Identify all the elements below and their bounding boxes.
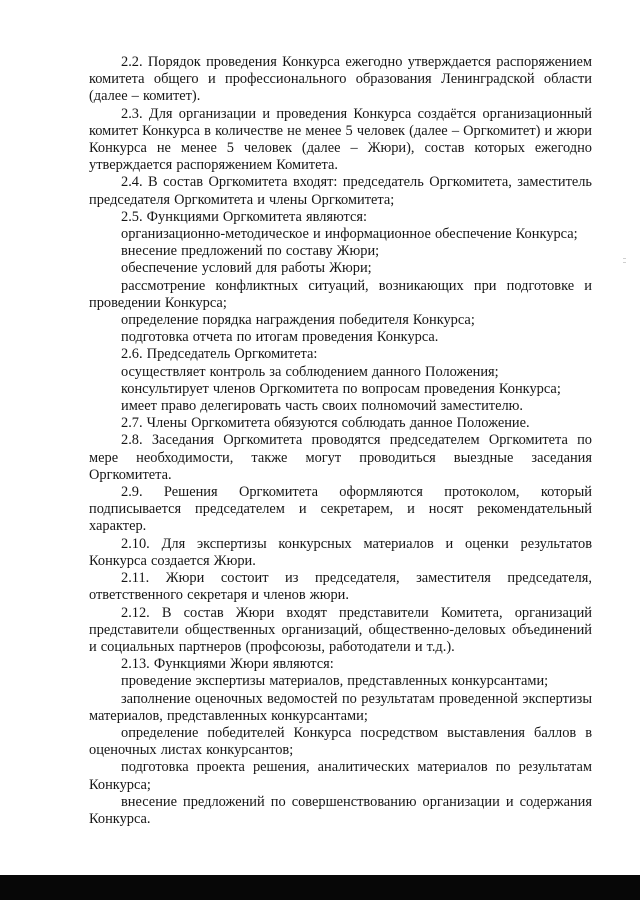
list-item: внесение предложений по составу Жюри; <box>121 243 380 260</box>
paragraph-2-5-heading: 2.5. Функциями Оргкомитета являются: <box>121 208 368 225</box>
list-item: подготовка отчета по итогам проведения Конкурса. <box>121 329 439 346</box>
list-item: внесение предложений по совершенствованию организации и содержания Конкурса. <box>89 793 592 827</box>
list-item: организационно-методическое и информационное обеспечение Конкурса; <box>121 226 578 243</box>
list-item: обеспечение условий для работы Жюри; <box>121 260 372 277</box>
paragraph-2-2: 2.2. Порядок проведения Конкурса ежегодно утверждается распоряжением комитета общего и профессионального образования Ленинградской области (далее – комитет). <box>89 54 592 105</box>
scan-speck <box>623 262 626 263</box>
list-item: рассмотрение конфликтных ситуаций, возникающих при подготовке и проведении Конкурса; <box>89 277 592 311</box>
paragraph-2-6-heading: 2.6. Председатель Оргкомитета: <box>121 346 318 363</box>
paragraph-2-11: 2.11. Жюри состоит из председателя, заместителя председателя, ответственного секретаря и членов жюри. <box>89 570 592 604</box>
paragraph-2-12: 2.12. В состав Жюри входят представители Комитета, организаций представители общественных организаций, общественно-деловых объединений и социальных партнеров (профсоюзы, работодатели и т.д.). <box>89 604 592 655</box>
list-item: заполнение оценочных ведомостей по результатам проведенной экспертизы материалов, представленных конкурсантами; <box>89 690 592 724</box>
list-item: консультирует членов Оргкомитета по вопросам проведения Конкурса; <box>121 380 561 397</box>
paragraph-2-10: 2.10. Для экспертизы конкурсных материалов и оценки результатов Конкурса создается Жюри. <box>89 535 592 569</box>
scan-speck <box>623 258 626 259</box>
list-item: проведение экспертизы материалов, представленных конкурсантами; <box>121 673 549 690</box>
paragraph-2-7: 2.7. Члены Оргкомитета обязуются соблюдать данное Положение. <box>121 415 530 432</box>
paragraph-2-3: 2.3. Для организации и проведения Конкурса создаётся организационный комитет Конкурса в количестве не менее 5 человек (далее – Оргкомитет) и жюри Конкурса не менее 5 человек (далее – Жюри), состав которых ежегодно утверждается распоряжением Комитета. <box>89 105 592 174</box>
document-body <box>89 54 592 828</box>
paragraph-2-8: 2.8. Заседания Оргкомитета проводятся председателем Оргкомитета по мере необходимости, также могут проводиться выездные заседания Оргкомитета. <box>89 432 592 483</box>
list-item: имеет право делегировать часть своих полномочий заместителю. <box>121 398 524 415</box>
list-item: подготовка проекта решения, аналитических материалов по результатам Конкурса; <box>89 759 592 793</box>
scan-bottom-edge <box>0 875 640 900</box>
paragraph-2-9: 2.9. Решения Оргкомитета оформляются протоколом, который подписывается председателем и секретарем, и носят рекомендательный характер. <box>89 484 592 535</box>
paragraph-2-4: 2.4. В состав Оргкомитета входят: председатель Оргкомитета, заместитель председателя Оргкомитета и члены Оргкомитета; <box>89 174 592 208</box>
paragraph-2-13-heading: 2.13. Функциями Жюри являются: <box>121 656 334 673</box>
list-item: осуществляет контроль за соблюдением данного Положения; <box>121 363 499 380</box>
list-item: определение победителей Конкурса посредством выставления баллов в оценочных листах конкурсантов; <box>89 724 592 759</box>
list-item: определение порядка награждения победителя Конкурса; <box>121 312 475 329</box>
